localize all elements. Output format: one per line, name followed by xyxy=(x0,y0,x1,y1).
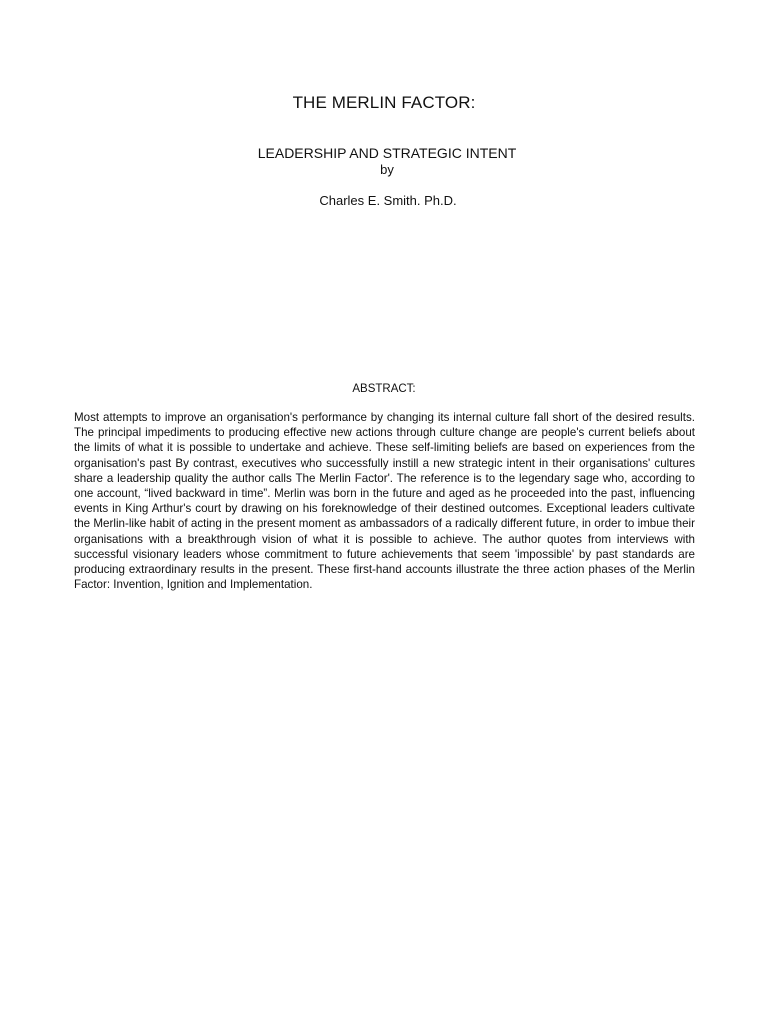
author-name: Charles E. Smith. Ph.D. xyxy=(319,193,457,208)
document-title: THE MERLIN FACTOR: xyxy=(292,93,476,112)
abstract-paragraph: Most attempts to improve an organisation's performance by changing its internal culture fall short of the desired results. The principal impediments to producing effective new actions through culture change are people's current beliefs about the limits of what it is possible to undertake and achieve. These self-limiting beliefs are based on experiences from the organisation's past By contrast, executives who successfully instill a new strategic intent in their organisations' cultures share a leadership quality the author calls The Merlin Factor'. The reference is to the legendary sage who, according to one account, “lived backward in time”. Merlin was born in the future and aged as he proceeded into the past, influencing events in King Arthur's court by drawing on his foreknowledge of their destined outcomes. Exceptional leaders cultivate the Merlin-like habit of acting in the present moment as ambassadors of a radically different future, in order to imbue their organisations with a breakthrough vision of what it is possible to achieve. The author quotes from interviews with successful visionary leaders whose commitment to future achievements that seem 'impossible' by past standards are producing extraordinary results in the present. These first-hand accounts illustrate the three action phases of the Merlin Factor: Invention, Ignition and Implementation. xyxy=(74,411,695,592)
document-subtitle: LEADERSHIP AND STRATEGIC INTENT xyxy=(257,145,517,161)
abstract-heading: ABSTRACT: xyxy=(352,383,416,395)
by-line: by xyxy=(380,162,394,177)
